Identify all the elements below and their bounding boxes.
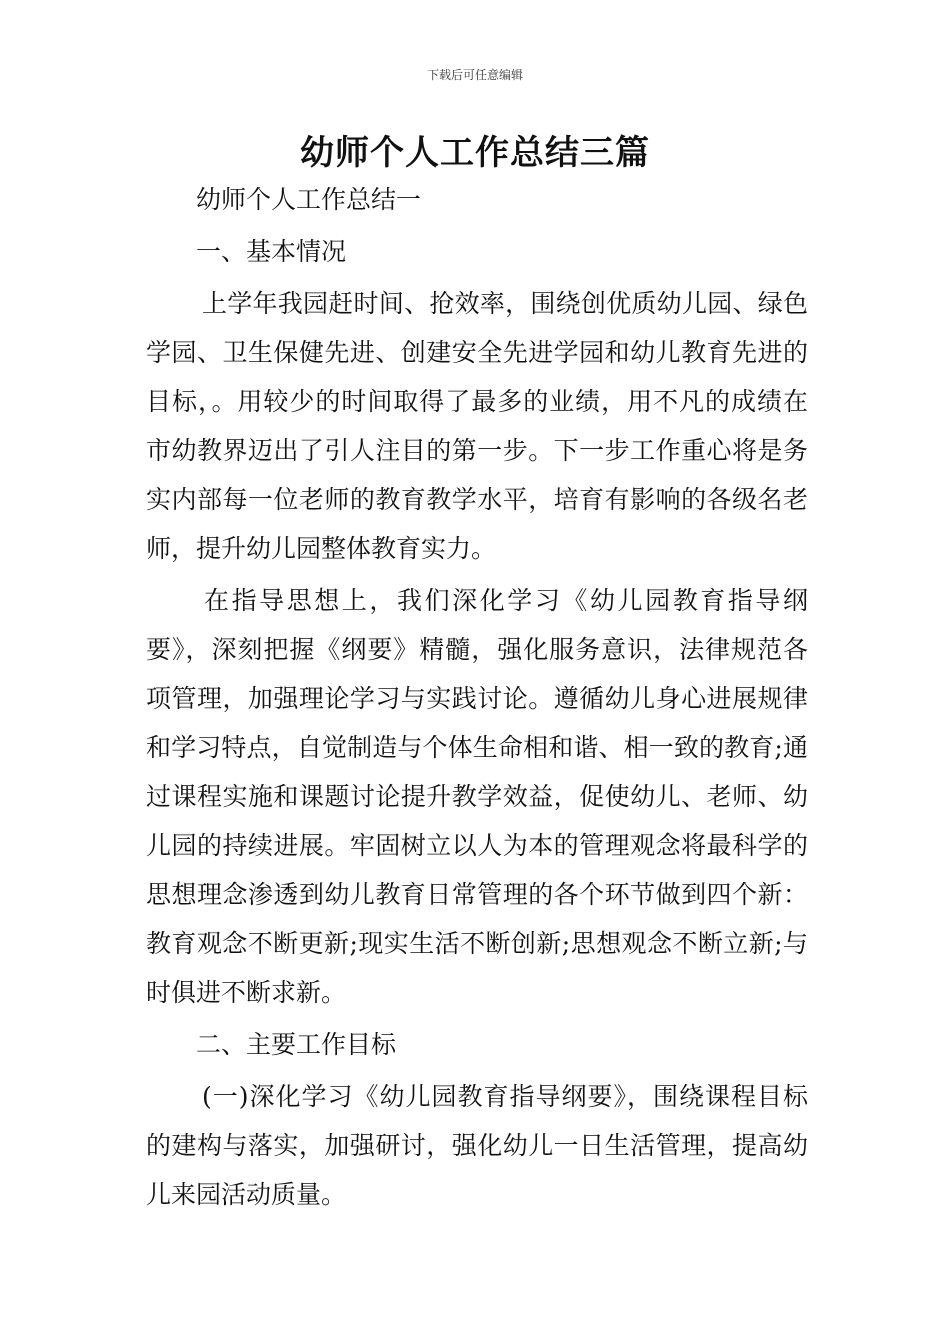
paragraph-basic-situation: 上学年我园赶时间、抢效率，围绕创优质幼儿园、绿色学园、卫生保健先进、创建安全先进学园和幼儿教育先进的目标，。用较少的时间取得了最多的业绩，用不凡的成绩在市幼教界迈出了引人注目的第一步。下一步工作重心将是务实内部每一位老师的教育教学水平，培育有影响的各级名老师，提升幼儿园整体教育实力。 bbox=[146, 289, 808, 563]
document-title: 幼师个人工作总结三篇 bbox=[300, 133, 650, 173]
section-heading-basic: 一、基本情况 bbox=[196, 237, 347, 266]
document-body bbox=[146, 175, 808, 1219]
section-subtitle: 幼师个人工作总结一 bbox=[196, 185, 422, 214]
section-heading-goals: 二、主要工作目标 bbox=[196, 1030, 397, 1059]
paragraph-goal-item-1: (一)深化学习《幼儿园教育指导纲要》，围绕课程目标的建构与落实，加强研讨，强化幼儿一日生活管理，提高幼儿来园活动质量。 bbox=[146, 1082, 808, 1209]
paragraph-guiding-thought: 在指导思想上，我们深化学习《幼儿园教育指导纲要》，深刻把握《纲要》精髓，强化服务意识，法律规范各项管理，加强理论学习与实践讨论。遵循幼儿身心进展规律和学习特点，自觉制造与个体生命相和谐、相一致的教育;通过课程实施和课题讨论提升教学效益，促使幼儿、老师、幼儿园的持续进展。牢固树立以人为本的管理观念将最科学的思想理念渗透到幼儿教育日常管理的各个环节做到四个新：教育观念不断更新;现实生活不断创新;思想观念不断立新;与时俱进不断求新。 bbox=[146, 586, 808, 1007]
header-note: 下载后可任意编辑 bbox=[426, 68, 523, 82]
